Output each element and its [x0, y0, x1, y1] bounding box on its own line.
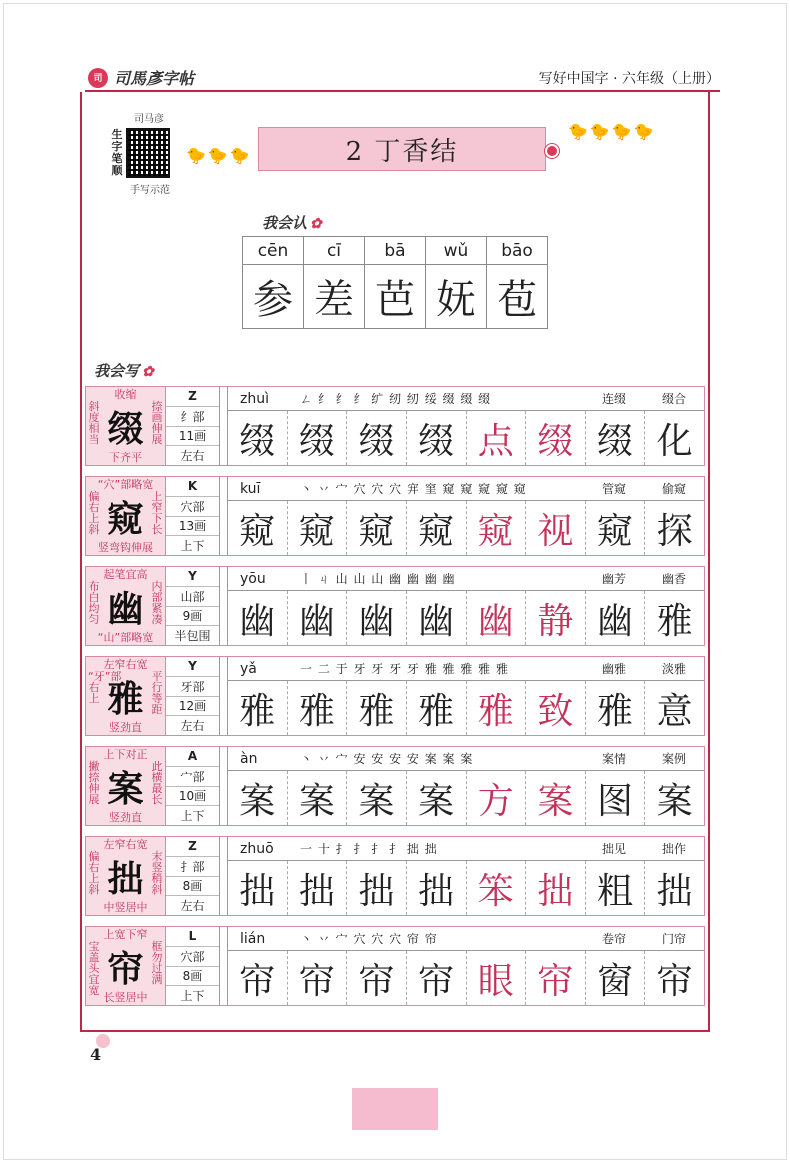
- structure: 上下: [180, 809, 205, 824]
- practice-header: [228, 747, 704, 771]
- column-spacer: [220, 837, 228, 915]
- radical: 扌部: [166, 857, 219, 877]
- word-example: 连缀: [601, 392, 626, 406]
- structure: 左右: [180, 449, 205, 464]
- stroke-order: 丨 ㄐ 山 山 山 幽 幽 幽 幽: [300, 572, 456, 586]
- practice-cell[interactable]: 案: [228, 771, 288, 825]
- tip-right: 末竖稍斜: [151, 850, 163, 896]
- stroke-order: ㄥ 纟 纟 纟 纩 纫 纫 绥 缀 缀 缀: [300, 392, 492, 406]
- char-pinyin: yǎ: [240, 660, 257, 677]
- practice-cell[interactable]: 窥: [228, 501, 288, 555]
- practice-cell[interactable]: 拙: [526, 861, 586, 915]
- meta-column: [166, 477, 220, 555]
- tip-right: 此横最长: [151, 760, 163, 806]
- radical: 纟部: [166, 407, 219, 427]
- practice-cell[interactable]: 帘: [288, 951, 348, 1005]
- practice-cell[interactable]: 方: [467, 771, 527, 825]
- practice-cell[interactable]: 探: [656, 510, 693, 552]
- practice-cell[interactable]: 帘: [526, 951, 586, 1005]
- practice-cell[interactable]: 拙: [288, 861, 348, 915]
- stroke-count: 9画: [166, 607, 219, 627]
- tip-top: 收缩: [114, 388, 137, 401]
- column-spacer: [220, 927, 228, 1005]
- read-section-title: 我会认: [262, 214, 308, 232]
- practice-area: [228, 837, 704, 915]
- practice-cell[interactable]: 笨: [467, 861, 527, 915]
- read-pinyin: cī: [304, 237, 365, 265]
- lesson-title-banner: [258, 127, 546, 171]
- model-char: 雅: [107, 677, 144, 720]
- radical: 穴部: [166, 947, 219, 967]
- stroke-order: 丶 丷 宀 安 安 安 安 案 案 案: [300, 752, 474, 766]
- tip-top: 上宽下窄: [103, 928, 148, 941]
- char-pinyin: kuī: [240, 480, 261, 497]
- practice-area: [228, 747, 704, 825]
- stroke-order: 一 十 扌 扌 扌 扌 拙 拙: [300, 842, 438, 856]
- meta-column: [166, 657, 220, 735]
- word-example: 案例: [661, 752, 686, 766]
- practice-cell[interactable]: 致: [526, 681, 586, 735]
- word-examples: [584, 480, 704, 497]
- radical: 宀部: [166, 767, 219, 787]
- qr-top-label: 司马彦: [134, 114, 164, 125]
- tip-top: 上下对正: [103, 748, 148, 761]
- practice-area: [228, 567, 704, 645]
- practice-cell[interactable]: 雅: [347, 681, 407, 735]
- tip-right: 平行等距: [151, 670, 163, 716]
- practice-cells: [228, 411, 704, 465]
- chick-decoration-icon-right: 🐤🐤🐤🐤: [568, 122, 656, 141]
- stroke-count: 13画: [166, 517, 219, 537]
- flower-icon: ✿: [142, 364, 154, 380]
- qr-block: [100, 110, 170, 196]
- column-spacer: [220, 387, 228, 465]
- practice-header: [228, 657, 704, 681]
- word-example: 门帘: [661, 932, 686, 946]
- practice-cell[interactable]: 幽: [407, 591, 467, 645]
- tip-right: 内部紧凑: [151, 580, 163, 626]
- practice-cell[interactable]: 图: [586, 771, 646, 825]
- practice-area: [228, 477, 704, 555]
- practice-cells: [228, 771, 704, 825]
- model-char: 窥: [107, 497, 144, 540]
- tip-box: [86, 837, 166, 915]
- practice-cell[interactable]: 幽: [347, 591, 407, 645]
- word-example: 缀合: [661, 392, 686, 406]
- book-title: 写好中国字 · 六年级（上册）: [538, 71, 720, 87]
- write-row: [85, 566, 705, 646]
- tip-bottom: 竖劲直: [109, 721, 142, 734]
- tip-top: 左窄右宽: [103, 838, 148, 851]
- initial-letter: K: [166, 477, 219, 497]
- model-char: 缀: [107, 407, 144, 450]
- practice-cell[interactable]: 缀: [526, 411, 586, 465]
- tip-box: [86, 567, 166, 645]
- practice-cells: [228, 591, 704, 645]
- word-example: 拙作: [661, 842, 686, 856]
- practice-cell[interactable]: 窥: [407, 501, 467, 555]
- meta-column: [166, 387, 220, 465]
- word-example: 案情: [601, 752, 626, 766]
- practice-cell[interactable]: 缀: [407, 411, 467, 465]
- tip-box: [86, 477, 166, 555]
- tip-bottom: 竖弯钩伸展: [98, 541, 153, 554]
- practice-cell[interactable]: 窥: [467, 501, 527, 555]
- qr-code-icon[interactable]: [126, 128, 170, 178]
- tip-left: 偏右上斜: [88, 850, 100, 896]
- tip-right: 上窄下长: [151, 490, 163, 536]
- word-examples: [584, 390, 704, 407]
- lesson-title: 2 丁香结: [345, 136, 459, 167]
- practice-cell[interactable]: 雅: [228, 681, 288, 735]
- stroke-count: 10画: [166, 787, 219, 807]
- practice-cell[interactable]: 静: [526, 591, 586, 645]
- write-row: [85, 836, 705, 916]
- word-examples: [584, 660, 704, 677]
- stroke-order: 丶 丷 宀 穴 穴 穴 宑 窐 窥 窥 窥 窥 窥: [300, 482, 527, 496]
- tip-left: 偏右上斜: [88, 490, 100, 536]
- practice-cell[interactable]: 雅: [656, 600, 693, 642]
- structure: 上下: [180, 989, 205, 1004]
- initial-letter: A: [166, 747, 219, 767]
- tip-box: [86, 657, 166, 735]
- word-example: 幽芳: [601, 572, 626, 586]
- practice-cell[interactable]: 案: [288, 771, 348, 825]
- practice-header: [228, 837, 704, 861]
- practice-cell[interactable]: 案: [407, 771, 467, 825]
- practice-cell[interactable]: 化: [656, 420, 693, 462]
- practice-cell[interactable]: 缀: [228, 411, 288, 465]
- practice-header: [228, 477, 704, 501]
- read-table: [242, 236, 548, 329]
- write-row: [85, 656, 705, 736]
- model-char: 拙: [107, 857, 144, 900]
- practice-area: [228, 657, 704, 735]
- tip-bottom: 中竖居中: [103, 901, 148, 914]
- read-char: 妩: [426, 265, 487, 329]
- practice-cell[interactable]: 窗: [586, 951, 646, 1005]
- chick-decoration-icon: 🐤🐤🐤: [186, 146, 252, 165]
- model-char: 案: [107, 767, 144, 810]
- meta-column: [166, 927, 220, 1005]
- qr-bottom-label: 手写示范: [130, 185, 170, 196]
- practice-cell[interactable]: 帘: [228, 951, 288, 1005]
- practice-cell[interactable]: 幽: [467, 591, 527, 645]
- word-examples: [584, 570, 704, 587]
- word-example: 拙见: [601, 842, 626, 856]
- practice-cell[interactable]: 视: [526, 501, 586, 555]
- meta-column: [166, 747, 220, 825]
- word-examples: [584, 840, 704, 857]
- write-row: [85, 476, 705, 556]
- practice-cell[interactable]: 点: [467, 411, 527, 465]
- tip-box: [86, 747, 166, 825]
- read-char: 芭: [365, 265, 426, 329]
- radical: 牙部: [166, 677, 219, 697]
- read-pinyin: bāo: [487, 237, 548, 265]
- practice-cell[interactable]: 缀: [586, 411, 646, 465]
- read-char: 苞: [487, 265, 548, 329]
- practice-cell[interactable]: 拙: [347, 861, 407, 915]
- char-pinyin: àn: [240, 750, 258, 767]
- column-spacer: [220, 567, 228, 645]
- practice-cell[interactable]: 意: [656, 690, 693, 732]
- tip-box: [86, 927, 166, 1005]
- practice-header: [228, 387, 704, 411]
- structure: 半包围: [174, 629, 211, 644]
- practice-cell[interactable]: 缀: [288, 411, 348, 465]
- read-char: 参: [243, 265, 304, 329]
- model-char: 帘: [107, 947, 144, 990]
- initial-letter: Z: [166, 387, 219, 407]
- read-char: 差: [304, 265, 365, 329]
- tip-bottom: 竖劲直: [109, 811, 142, 824]
- write-section-title: 我会写: [94, 362, 140, 380]
- stroke-order: 一 二 于 牙 牙 牙 牙 雅 雅 雅 雅 雅: [300, 662, 509, 676]
- word-example: 幽雅: [601, 662, 626, 676]
- flower-icon: ✿: [310, 216, 322, 232]
- practice-cell[interactable]: 案: [656, 780, 693, 822]
- banner-dot-icon: [545, 144, 559, 158]
- page-number: 4: [90, 1045, 102, 1064]
- word-example: 管窥: [601, 482, 626, 496]
- tip-right: 框勿过满: [151, 940, 163, 986]
- practice-cell[interactable]: 帘: [347, 951, 407, 1005]
- practice-cell[interactable]: 幽: [228, 591, 288, 645]
- initial-letter: Y: [166, 657, 219, 677]
- meta-column: [166, 567, 220, 645]
- practice-cell[interactable]: 案: [347, 771, 407, 825]
- model-char: 幽: [107, 587, 144, 630]
- read-pinyin: wǔ: [426, 237, 487, 265]
- tip-top: 起笔宜高: [103, 568, 148, 581]
- practice-header: [228, 927, 704, 951]
- char-pinyin: zhuō: [240, 840, 274, 857]
- stroke-count: 11画: [166, 427, 219, 447]
- word-examples: [584, 750, 704, 767]
- practice-cells: [228, 951, 704, 1005]
- practice-cell[interactable]: 拙: [228, 861, 288, 915]
- brand-logo-icon: 司: [88, 68, 108, 88]
- practice-cell[interactable]: 缀: [347, 411, 407, 465]
- word-example: 淡雅: [661, 662, 686, 676]
- read-pinyin: bā: [365, 237, 426, 265]
- initial-letter: Z: [166, 837, 219, 857]
- practice-cell[interactable]: 雅: [407, 681, 467, 735]
- practice-cells: [228, 681, 704, 735]
- tip-top: “穴”部略宽: [97, 478, 154, 491]
- column-spacer: [220, 657, 228, 735]
- brand-name: 司馬彥字帖: [114, 69, 195, 88]
- practice-cell[interactable]: 眼: [467, 951, 527, 1005]
- practice-cell[interactable]: 拙: [407, 861, 467, 915]
- radical: 穴部: [166, 497, 219, 517]
- practice-area: [228, 927, 704, 1005]
- write-row: [85, 386, 705, 466]
- read-section-label: [262, 212, 322, 233]
- tip-left: 斜度相当: [88, 400, 100, 446]
- column-spacer: [220, 747, 228, 825]
- word-example: 偷窥: [661, 482, 686, 496]
- initial-letter: Y: [166, 567, 219, 587]
- meta-column: [166, 837, 220, 915]
- brand: [88, 66, 194, 89]
- char-pinyin: lián: [240, 930, 266, 947]
- tip-left: “牙”部右上: [88, 670, 122, 705]
- practice-cell[interactable]: 拙: [656, 870, 693, 912]
- tip-top: 左窄右宽: [103, 658, 148, 671]
- practice-cell[interactable]: 窥: [347, 501, 407, 555]
- practice-header: [228, 567, 704, 591]
- stroke-count: 8画: [166, 877, 219, 897]
- practice-cell[interactable]: 帘: [407, 951, 467, 1005]
- practice-cell[interactable]: 幽: [586, 591, 646, 645]
- write-section-label: [94, 360, 154, 381]
- practice-cell[interactable]: 雅: [586, 681, 646, 735]
- footer-swatch: [352, 1088, 438, 1130]
- practice-cell[interactable]: 案: [526, 771, 586, 825]
- write-row: [85, 746, 705, 826]
- tip-left: 布白均匀: [88, 580, 100, 626]
- tip-bottom: 下齐平: [109, 451, 142, 464]
- radical: 山部: [166, 587, 219, 607]
- structure: 左右: [180, 899, 205, 914]
- tip-left: 宝盖头宜宽: [88, 940, 100, 997]
- practice-cell[interactable]: 雅: [288, 681, 348, 735]
- column-spacer: [220, 477, 228, 555]
- char-pinyin: yōu: [240, 570, 266, 587]
- practice-cell[interactable]: 幽: [288, 591, 348, 645]
- qr-side-label: 生字笔顺: [111, 128, 123, 177]
- practice-cell[interactable]: 雅: [467, 681, 527, 735]
- tip-box: [86, 387, 166, 465]
- practice-cell[interactable]: 窥: [586, 501, 646, 555]
- stroke-count: 8画: [166, 967, 219, 987]
- practice-cells: [228, 501, 704, 555]
- practice-area: [228, 387, 704, 465]
- stroke-count: 12画: [166, 697, 219, 717]
- tip-left: 撇捺伸展: [88, 760, 100, 806]
- initial-letter: L: [166, 927, 219, 947]
- tip-bottom: “山”部略宽: [97, 631, 154, 644]
- practice-cell[interactable]: 窥: [288, 501, 348, 555]
- write-table: [85, 386, 705, 1016]
- practice-cells: [228, 861, 704, 915]
- tip-bottom: 长竖居中: [103, 991, 148, 1004]
- stroke-order: 丶 丷 宀 穴 穴 穴 帘 帘: [300, 932, 438, 946]
- structure: 上下: [180, 539, 205, 554]
- structure: 左右: [180, 719, 205, 734]
- tip-right: 捺画伸展: [151, 400, 163, 446]
- word-example: 幽香: [661, 572, 686, 586]
- practice-cell[interactable]: 粗: [586, 861, 646, 915]
- write-row: [85, 926, 705, 1006]
- char-pinyin: zhuì: [240, 390, 269, 407]
- word-examples: [584, 930, 704, 947]
- word-example: 卷帘: [601, 932, 626, 946]
- practice-cell[interactable]: 帘: [656, 960, 693, 1002]
- read-pinyin: cēn: [243, 237, 304, 265]
